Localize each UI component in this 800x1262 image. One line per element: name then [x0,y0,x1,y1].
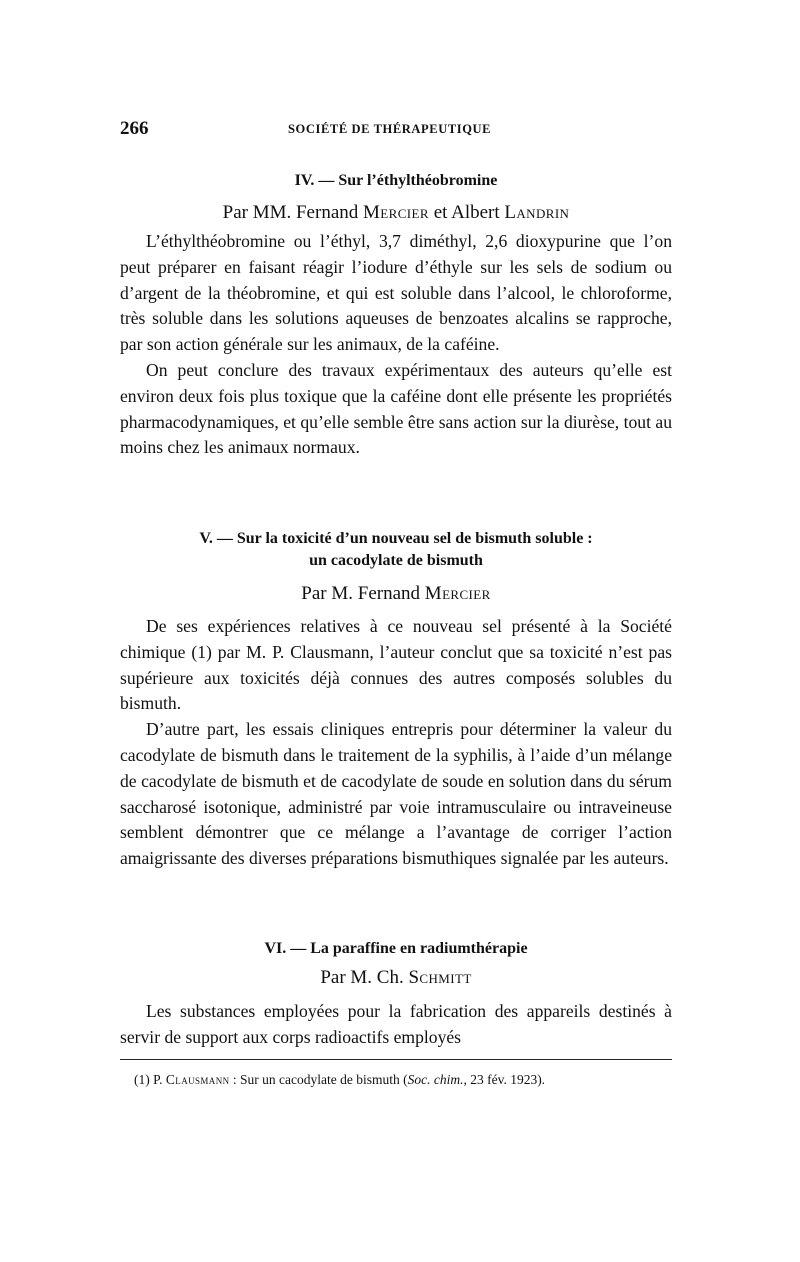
section-iv-body [120,229,672,461]
byline-prefix: Par M. Fernand [301,583,425,604]
footnote-journal: Soc. chim. [407,1072,464,1087]
section-v-body [120,614,672,872]
footnote [120,1070,672,1089]
author-name: Mercier [424,583,491,604]
author-name: Landrin [504,202,570,223]
footnote-author: Clausmann [165,1072,230,1087]
author-name: Mercier [363,202,429,223]
running-header [120,118,680,142]
section-iv-title: IV. — Sur l’éthylthéobromine [294,172,498,189]
section-vi-body [120,999,672,1051]
section-vi-byline [120,966,672,990]
title-line: un cacodylate de bismuth [309,552,483,569]
byline-prefix: Par MM. Fernand [222,202,364,223]
paragraph: De ses expériences relatives à ce nouveau sel présenté à la Société chimique (1) par M. P. Clausmann, l’auteur conclut que sa toxicité n’est pas supérieure aux toxicités déjà connues des autres composés solubles du bismuth. [120,616,672,714]
paragraph: On peut conclure des travaux expérimentaux des auteurs qu’elle est environ deux fois plus toxique que la caféine dont elle présente les propriétés pharmacodynamiques, et qu’elle semble être sans action sur la diurèse, tout au moins chez les animaux normaux. [120,359,672,458]
section-v-title [120,528,672,572]
footnote-prefix: (1) P. [134,1072,166,1087]
footnote-rule [120,1059,672,1060]
page-number: 266 [120,118,149,139]
paragraph: Les substances employées pour la fabrication des appareils destinés à servir de support aux corps radioactifs employés [120,1001,672,1047]
footnote-text-end: , 23 fév. 1923). [463,1072,546,1087]
author-name: Schmitt [408,967,472,988]
running-title: SOCIÉTÉ DE THÉRAPEUTIQUE [288,122,492,136]
byline-prefix: Par M. Ch. [320,967,409,988]
section-v-byline [120,582,672,606]
byline-mid: et Albert [428,202,505,223]
paragraph: L’éthylthéobromine ou l’éthyl, 3,7 diméthyl, 2,6 dioxypurine que l’on peut préparer en faisant réagir l’iodure d’éthyle sur les sels de sodium ou d’argent de la théobromine, et qui est soluble dans l’alcool, le chloroforme, très soluble dans les solutions aqueuses de benzoates alcalins se rapproche, par son action générale sur les animaux, de la caféine. [120,231,672,355]
title-line: V. — Sur la toxicité d’un nouveau sel de bismuth soluble : [199,530,593,547]
paragraph: D’autre part, les essais cliniques entrepris pour déterminer la valeur du cacodylate de bismuth dans le traitement de la syphilis, à l’aide d’un mélange de cacodylate de bismuth et de cacodylate de soude en solution dans du sérum saccharosé isotonique, administré par voie intramusculaire ou intraveineuse semblent démontrer que ce mélange a l’avantage de corriger l’action amaigrissante des diverses préparations bismuthiques signalée par les auteurs. [120,719,672,869]
section-iv-byline [120,201,672,225]
footnote-text: : Sur un cacodylate de bismuth ( [229,1072,408,1087]
section-vi-title: VI. — La paraffine en radiumthérapie [264,940,528,957]
